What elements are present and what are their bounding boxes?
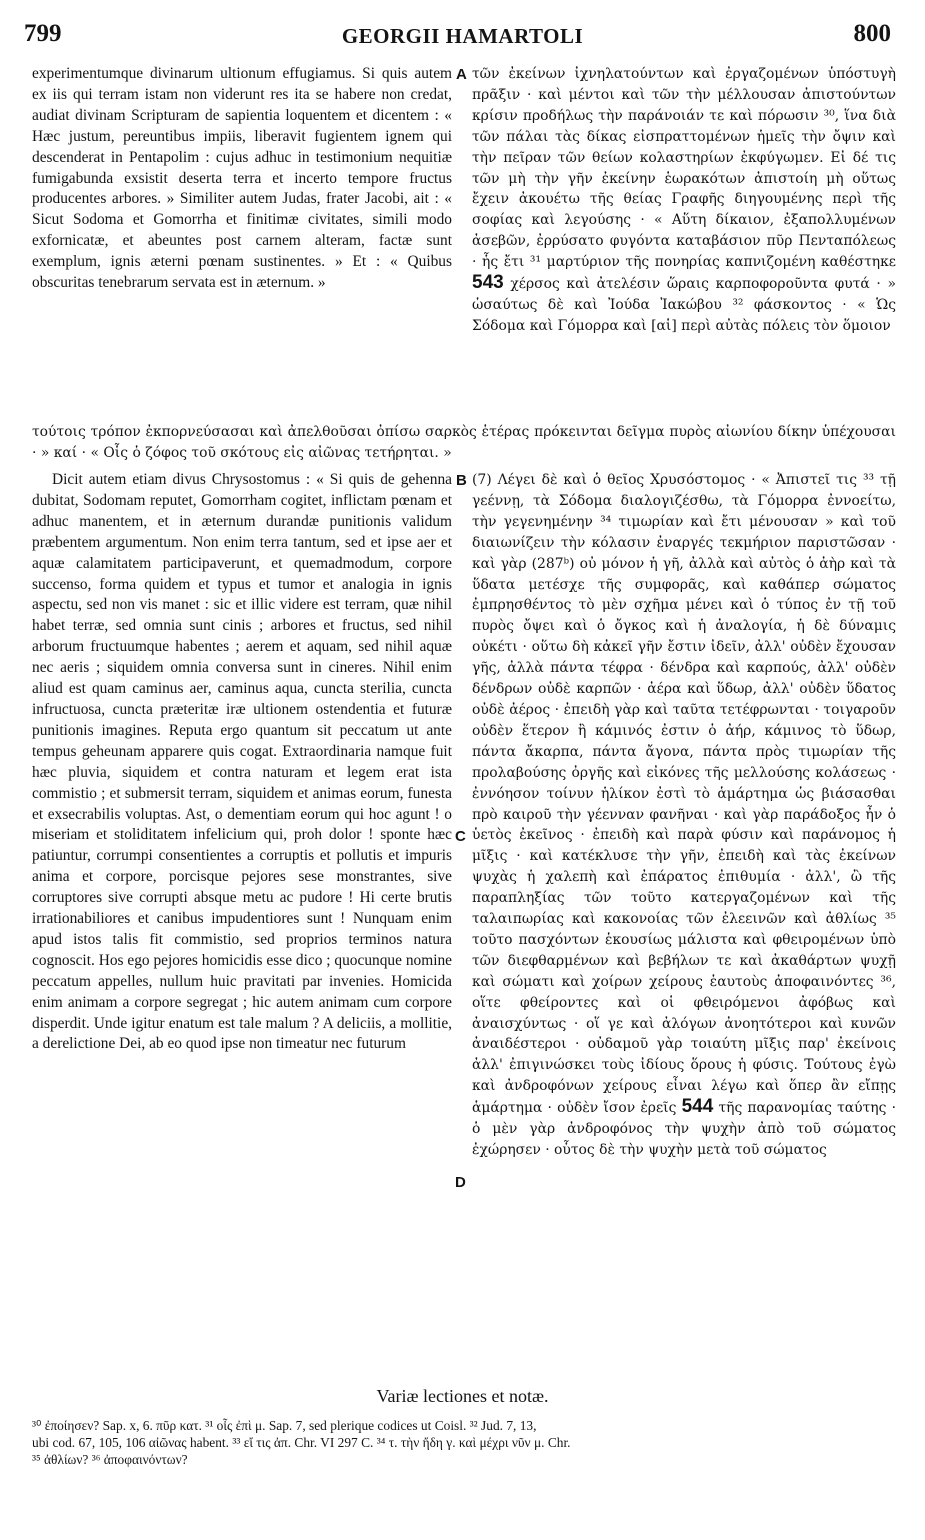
note-line-3: ³⁵ ἀθλίων? ³⁶ ἀποφαινόντων?: [32, 1452, 188, 1467]
page-header: [0, 20, 925, 50]
variant-notes: [32, 1417, 896, 1468]
column-marker-c: C: [455, 828, 466, 845]
greek-text-top-a: τῶν ἐκείνων ἰχνηλατούντων καὶ ἐργαζομένων ὑπόστυγὴ πρᾶξιν · καὶ μέντοι καὶ τῶν τὴν μέλλουσαν ἀπιστούντων κρίσιν προδήλως τὴν παράνοιάν τε καὶ πόρωσιν ³⁰, ἵνα διὰ τῶν πάλαι τὰς δίκας εἰσπραττομένων ἡμεῖς τὴν ὄψιν καὶ τὴν πεῖραν τῶν θείων κολαστηρίων ἐκφύγωμεν. Εἰ δέ τις τῶν μὴ τὴν γῆν ἐκείνην ἑωρακότων ἀπιστοίη μὴ οὕτως ἔχειν ἀκουέτω τῆς θείας Γραφῆς διηγουμένης περὶ τῆς σοφίας καὶ λεγούσης · « Αὕτη δίκαιον, ἐξαπολλυμένων ἀσεβῶν, ἐρρύσατο φυγόντα καταβάσιον πῦρ Πενταπόλεως · ἧς ἔτι ³¹ μαρτύριον τῆς πονηρίας καπνιζομένη καθέστηκε: [472, 66, 896, 271]
column-marker-b: B: [456, 472, 467, 489]
page-number-right: 800: [853, 20, 891, 47]
column-marker-a: A: [456, 66, 467, 83]
greek-column-bottom: [472, 470, 896, 1161]
page-number-left: 799: [24, 20, 62, 47]
column-marker-d: D: [455, 1174, 466, 1191]
latin-paragraph-bottom: Dicit autem etiam divus Chrysostomus : « Si quis de gehenna dubitat, Sodomam reputet, Gomorrham cogitet, inflictam pœnam et adhuc manentem, et in æternum durandæ punitionis validum præbentem argumentum. Non enim terra tantum, sed et ipse aer et aquæ calamitatem participaverunt, et quemadmodum, corpore succenso, forma quidem et typus et tumor et analogia in ignis aspectu, sed non vis manet : sic et illic videre est terram, quæ nihil habet terræ, sed omnia sunt cinis ; arbores et fructus, sed nihil arborum fructuumque habentes ; aerem et aquam, sed nihil aquæ nec aeris ; siquidem omnia conversa sunt in cineres. Nihil enim aliud est quam caminus aer, caminus aqua, cuncta sterilia, cuncta infructuosa, cuncta præteritæ iræ ultionem ostendentia et futuræ punitionis imagines. Reputa ergo quantum sit peccatum ut ante tempus geheunam apparere quis cogat. Extraordinaria namque fuit hæc pluvia, siquidem et contra naturam et legem erat ista commistio ; et submersit terram, siquidem et animas eorum, funesta et exsecrabilis voluptas. Ast, o dementiam eorum qui hoc agunt ! o miseriam et stoliditatem infelicium qui, proh dolor ! sponte hæc patiuntur, corrumpi consentientes a corruptis et pollutis et impuris anima et corpore, porcisque pejores sese monstrantes, sive corruptores sive corrupti absque metu ac pudore ! Hi certe brutis irrationabiliores et canibus impudentiores sunt ! Nunquam enim apud istos talis fit commistio, sed proprios terminos natura cognoscit. Hos ego pejores homicidis esse dico ; quocunque nomine peccatum appelles, nullum huic pravitati par invenies. Homicida enim animam a corpore segregat ; hic autem animam cum corpore disperdit. Unde igitur enatum est tale malum ? A deliciis, a mollitie, a derelictione Dei, ab eo quod ipse non timeatur nec futurum: [32, 471, 452, 1053]
notes-heading: Variæ lectiones et notæ.: [376, 1386, 549, 1406]
greek-text-bottom-a: (7) Λέγει δὲ καὶ ὁ θεῖος Χρυσόστομος · « Ἀπιστεῖ τις ³³ τῇ γεέννῃ, τὰ Σόδομα διαλογιζέσθω, τὰ Γόμορρα ἐννοείτω, τὴν γεγενημένην ³⁴ τιμωρίαν καὶ ἔτι μένουσαν » καὶ τοῦ διαιωνίζειν τὴν κόλασιν ἐναργές τεκμήριον παριστῶσαν · καὶ γὰρ (287ᵇ) οὐ μόνον ἡ γῆ, ἀλλὰ καὶ αὐτὸς ὁ ἀὴρ καὶ τὰ ὕδατα μετέσχε τῆς συμφορᾶς, καὶ καθάπερ σώματος ἐμπρησθέντος τὸ μὲν σχῆμα μένει καὶ ὁ τύπος ἐν τῇ τοῦ πυρὸς ὄψει καὶ ὁ ὄγκος καὶ ἡ ἀναλογία, ἡ δὲ δύναμις οὐκέτι · οὕτω δὴ κἀκεῖ γῆν ἔστιν ἰδεῖν, ἀλλ' οὐδὲν ἔχουσαν γῆς, ἀλλὰ πάντα τέφρα · δένδρα καὶ καρπούς, ἀλλ' οὐδὲν δένδρων οὐδὲ καρπῶν · ἀέρα καὶ ὕδωρ, ἀλλ' οὐδὲν ὕδατος οὐδὲ ἀέρος · ἐπειδὴ γὰρ καὶ ταῦτα τετέφρωνται · τοιγαροῦν οὐδὲν ἕτερον ἢ κάμινός ἐστιν ὁ ἀήρ, κάμινος τὸ ὕδωρ, πάντα ἄκαρπα, πάντα ἄγονα, πάντα πρὸς τιμωρίαν τῆς προλαβούσης ὀργῆς καὶ εἰκόνες τῆς μελλούσης κολάσεως · ἐννόησον τοίνυν ἡλίκον ἐστὶ τὸ ἁμάρτημα ὡς βιάσασθαι πρὸ καιροῦ τὴν γέενναν φανῆναι · καὶ γὰρ παράδοξος ἦν ὁ ὑετὸς ἐκεῖνος · ἐπειδὴ καὶ παρὰ φύσιν καὶ παράνομος ἡ μῖξις · καὶ κατέκλυσε τὴν γῆν, ἐπειδὴ καὶ τὰς ἐκείνων ψυχὰς ἡ χαλεπὴ καὶ ἐπάρατος ἐπιθυμία · ἀλλ', ὢ τῆς παραπληξίας τῶν τοῦτο κατεργαζομένων καὶ τῆς ταλαιπωρίας καὶ κακονοίας τῶν ἐλεεινῶν καὶ ἀθλίως ³⁵ τοῦτο πασχόντων ἑκουσίως μάλιστα καὶ φθειρομένων ὑπὸ τῶν διεφθαρμένων καὶ βεβήλων τε καὶ ἀκαθάρτων ψυχῇ καὶ σώματι καὶ χοίρων χείρους ἑαυτοὺς ἀποφαινόντες ³⁶, οἵτε φθείροντες καὶ οἱ φθειρόμενοι ἀφόβως καὶ ἀναισχύντως · οἵ γε καὶ ἀλόγων ἀνοητότεροι καὶ κυνῶν ἀναιδέστεροι · οὐδαμοῦ γὰρ τοιαύτη μῖξις παρ' ἐκείνοις ἀλλ' ἐπιγινώσκει τοὺς ἰδίους ὅρους ἡ φύσις. Τούτους ἐγὼ καὶ ἀνδροφόνων χείρους εἶναι λέγω καὶ ὅπερ ἂν εἴπῃς ἁμάρτημα · οὐδὲν ἴσον ἐρεῖς: [472, 472, 896, 1117]
running-head: GEORGII HAMARTOLI: [341, 24, 584, 48]
greek-paragraph-top: [472, 64, 896, 337]
greek-text-top-b: χέρσος καὶ ἀτελέσιν ὥραις καρποφοροῦντα φυτά · » ὡσαύτως δὲ καὶ Ἰούδα Ἰακώβου ³² φάσκοντος · « Ὡς Σόδομα καὶ Γόμορρα καὶ [αἱ] περὶ αὐτὰς πόλεις τὸν ὅμοιον: [472, 276, 896, 334]
latin-column-bottom: [32, 470, 452, 1055]
latin-paragraph-top: experimentumque divinarum ultionum effugiamus. Si quis autem ex iis qui terram istam non viderunt res ita se habere non credat, audiat divinam Scripturam de sapientia loquentem et dicentem : « Hæc justum, pereuntibus impiis, liberavit fugientem ignem qui descenderat in Pentapolim : cujus adhuc in testimonium nequitiæ fumigabunda exsistit deserta terra et incerto tempore fructus producentes arbores. » Similiter autem Judas, frater Jacobi, ait : « Sicut Sodoma et Gomorrha et finitimæ civitates, simili modo exfornicatæ, et abeuntes post carnem alteram, factæ sunt exemplum, ignis æterni pœnam sustinentes. » Et : « Quibus obscuritas tenebrarum servata est in æternum. »: [32, 65, 452, 292]
page-mark-544: 544: [681, 1096, 714, 1118]
greek-spanning-lines: τούτοις τρόπον ἐκπορνεύσασαι καὶ ἀπελθοῦσαι ὀπίσω σαρκὸς ἑτέρας πρόκεινται δεῖγμα πυρὸς αἰωνίου δίκην ὑπέχουσαι · » καί · « Οἷς ὁ ζόφος τοῦ σκότους εἰς αἰῶνας τετήρηται. »: [32, 424, 896, 461]
note-line-1: ³⁰ ἐποίησεν? Sap. x, 6. πῦρ κατ. ³¹ οἷς ἐπὶ μ. Sap. 7, sed plerique codices ut Coisl. ³² Jud. 7, 13,: [32, 1418, 537, 1433]
page-mark-543: 543: [472, 272, 504, 294]
note-line-2: ubi cod. 67, 105, 106 αἰῶνας habent. ³³ εἴ τις ἀπ. Chr. VI 297 C. ³⁴ τ. τὴν ἤδη γ. καὶ μέχρι νῦν μ. Chr.: [32, 1435, 571, 1450]
greek-column-top: [472, 64, 896, 337]
latin-column-top: [32, 64, 452, 294]
greek-paragraph-bottom: [472, 470, 896, 1161]
greek-text-bottom-b: τῆς παρανομίας ταύτης · ὁ μὲν γὰρ ἀνδροφόνος τὴν ψυχὴν ἀπὸ τοῦ σώματος ἐχώρησεν · οὗτος δὲ τὴν ψυχὴν μετὰ τοῦ σώματος: [472, 1100, 896, 1158]
